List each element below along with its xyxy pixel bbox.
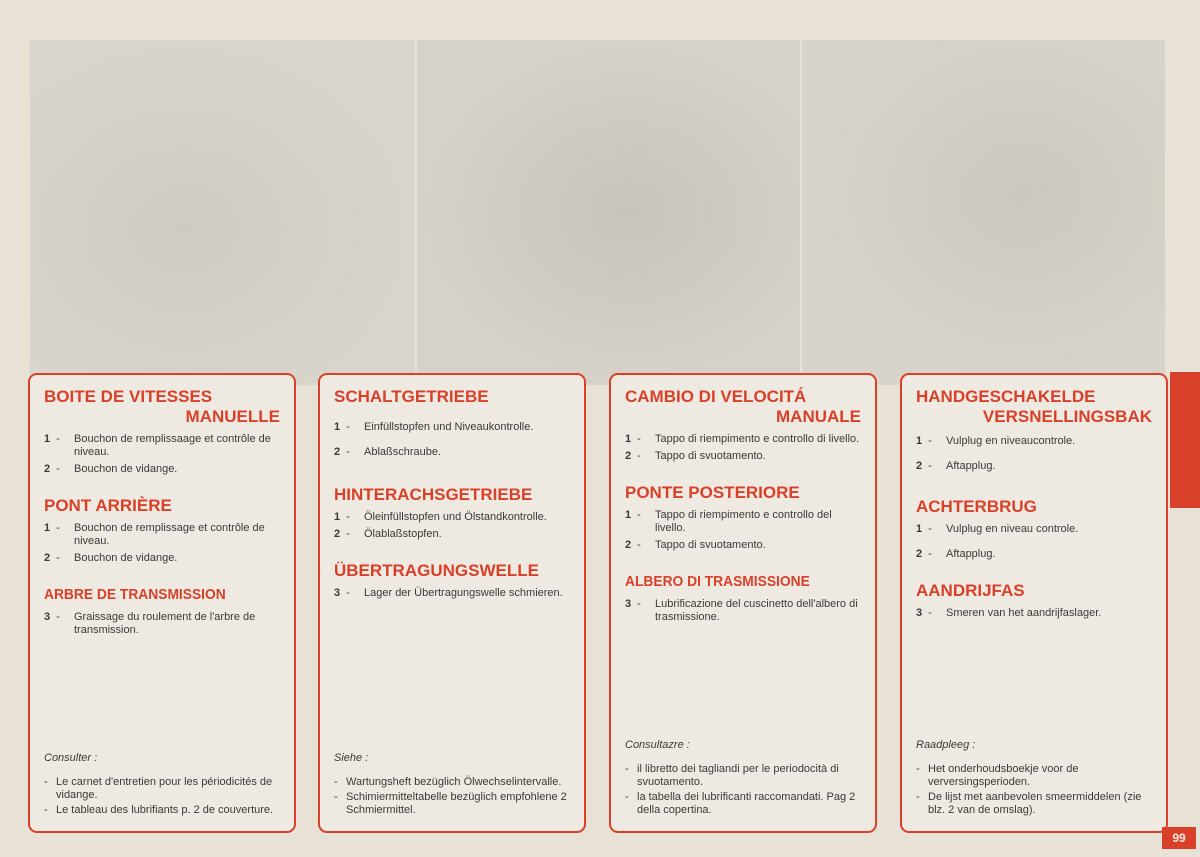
section-title: HINTERACHSGETRIEBE xyxy=(334,485,533,504)
list-item: 2 - Tappo di svuotamento. xyxy=(625,539,766,551)
list-item: 1 - Einfüllstopfen und Niveaukontrolle. xyxy=(334,421,534,433)
list-item: 1 - Vulplug en niveaucontrole. xyxy=(916,435,1076,447)
list-item: 2 - Bouchon de vidange. xyxy=(44,552,178,564)
title-line-2: VERSNELLINGSBAK xyxy=(982,407,1152,426)
section-title: SCHALTGETRIEBE xyxy=(334,387,489,406)
section-gearbox xyxy=(44,387,280,476)
section-title: ÜBERTRAGUNGSWELLE xyxy=(334,561,539,580)
section-title xyxy=(625,387,861,427)
consult-label: Raadpleeg : xyxy=(916,739,976,751)
section-gearbox xyxy=(334,387,570,459)
consult-block xyxy=(44,752,280,819)
list-item: 3 - Graissage du roulement de l'arbre de transmission. xyxy=(44,611,256,636)
section-driveshaft xyxy=(334,561,570,600)
list-item: 2 - Aftapplug. xyxy=(916,548,996,560)
photo-segment-3 xyxy=(800,40,1165,385)
list-item: 2 - Ölablaßstopfen. xyxy=(334,528,442,540)
consult-item: - Schimiermitteltabelle bezüglich empfohlene 2 Schmiermittel. xyxy=(334,791,567,816)
section-gearbox xyxy=(625,387,861,463)
list-item: 1 - Tappo di riempimento e controllo di livello. xyxy=(625,433,860,445)
title-line-2: MANUALE xyxy=(776,407,861,426)
section-rear-axle xyxy=(916,497,1152,561)
consult-item: - De lijst met aanbevolen smeermiddelen (zie blz. 2 van de omslag). xyxy=(916,791,1142,816)
photo-segment-1 xyxy=(30,40,415,385)
consult-item: - Het onderhoudsboekje voor de verversingsperioden. xyxy=(916,763,1079,788)
list-item: 1 - Vulplug en niveau controle. xyxy=(916,523,1079,535)
section-title: PONT ARRIÈRE xyxy=(44,496,172,515)
section-title: PONTE POSTERIORE xyxy=(625,483,800,502)
list-item: 1 - Öleinfüllstopfen und Ölstandkontrolle. xyxy=(334,511,547,523)
section-rear-axle xyxy=(44,496,280,565)
section-driveshaft xyxy=(916,581,1152,620)
title-line-1: BOITE DE VITESSES xyxy=(44,387,213,406)
panel-italian xyxy=(609,373,877,833)
list-item: 3 - Smeren van het aandrijfaslager. xyxy=(916,607,1102,619)
consult-item: - il libretto dei tagliandi per le periodocità di svuotamento. xyxy=(625,763,839,788)
list-item: 1 - Bouchon de remplissage et contrôle de niveau. xyxy=(44,522,265,547)
list-item: 1 - Tappo di riempimento e controllo del livello. xyxy=(625,509,832,534)
panel-german xyxy=(318,373,586,833)
title-line-1: CAMBIO DI VELOCITÁ xyxy=(625,387,807,406)
consult-block xyxy=(625,739,861,819)
section-driveshaft xyxy=(625,572,861,624)
section-gearbox xyxy=(916,387,1152,473)
list-item: 3 - Lager der Übertragungswelle schmieren. xyxy=(334,587,563,599)
list-item: 2 - Bouchon de vidange. xyxy=(44,463,178,475)
section-title: ARBRE DE TRANSMISSION xyxy=(44,586,226,603)
chapter-tab xyxy=(1170,372,1200,508)
panel-french xyxy=(28,373,296,833)
photo-segment-2 xyxy=(415,40,802,385)
consult-label: Consultazre : xyxy=(625,739,690,751)
section-title xyxy=(44,387,280,427)
section-title: ACHTERBRUG xyxy=(916,497,1037,516)
list-item: 3 - Lubrificazione del cuscinetto dell'albero di trasmissione. xyxy=(625,598,858,623)
section-rear-axle xyxy=(625,483,861,552)
consult-block xyxy=(334,752,570,819)
list-item: 2 - Aftapplug. xyxy=(916,460,996,472)
consult-item: - Le carnet d'entretien pour les périodicités de vidange. xyxy=(44,776,273,801)
engine-photo xyxy=(30,40,1165,385)
consult-label: Siehe : xyxy=(334,752,369,764)
section-rear-axle xyxy=(334,485,570,541)
panel-dutch xyxy=(900,373,1168,833)
section-driveshaft xyxy=(44,585,280,637)
consult-item: - Le tableau des lubrifiants p. 2 de couverture. xyxy=(44,804,274,816)
consult-block xyxy=(916,739,1152,819)
list-item: 2 - Ablaßschraube. xyxy=(334,446,442,458)
section-title: ALBERO DI TRASMISSIONE xyxy=(625,573,810,590)
list-item: 1 - Bouchon de remplissaage et contrôle de niveau. xyxy=(44,433,271,458)
consult-item: - Wartungsheft bezüglich Ölwechselintervalle. xyxy=(334,776,562,788)
consult-label: Consulter : xyxy=(44,752,98,764)
title-line-1: HANDGESCHAKELDE xyxy=(916,387,1096,406)
list-item: 2 - Tappo di svuotamento. xyxy=(625,450,766,462)
section-title xyxy=(916,387,1152,427)
title-line-2: MANUELLE xyxy=(185,407,280,426)
consult-item: - la tabella dei lubrificanti raccomandati. Pag 2 della copertina. xyxy=(625,791,856,816)
page-number: 99 xyxy=(1162,827,1196,849)
section-title: AANDRIJFAS xyxy=(916,581,1025,600)
